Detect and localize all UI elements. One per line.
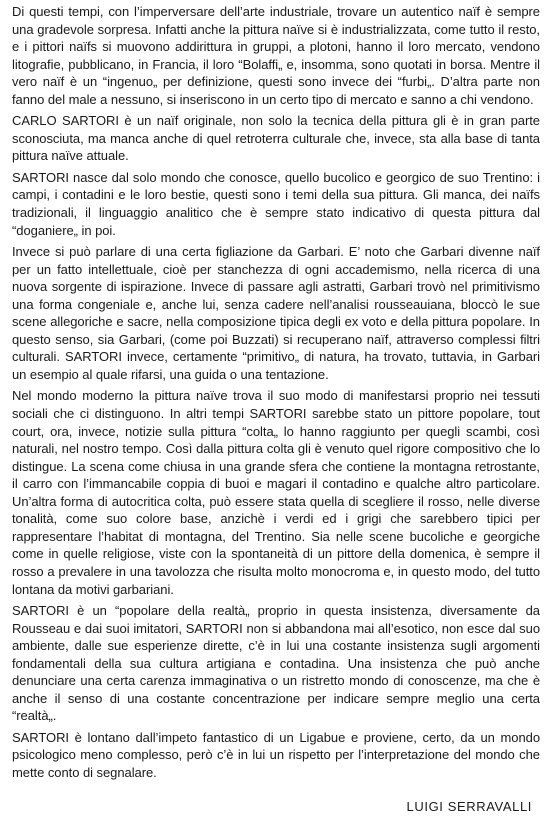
paragraph-modern-world: Nel mondo moderno la pittura naïve trova il suo modo di manifestarsi proprio nei tessuti sociali che ci distinguono. In altri tempi SARTORI sarebbe stato un pittore popolare, tout court, ora, invece, notizie sulla pittura “colta„ lo hanno raggiunto per quegli scambi, così naturali, nel nostro tempo. Così dalla pittura colta gli è venuto quel rigore compositivo che lo distingue. La scena come chiusa in una grande sfera che contiene la montagna retrostante, il carro con l’immancabile coppia di buoi e magari il contadino e qualche altro particolare. Un’altra forma di autocritica colta, può essere stata quella di scegliere il rosso, nelle diverse tonalità, come suo colore base, anzichè i verdi ed i grigi che sarebbero tipici per rappresentare l’habitat di montagna, del Trentino. Sia nelle scene bucoliche e georgiche come in quelle religiose, viste con la spontaneità di un pittore della domenica, è sempre il rosso a prevalere in una tavolozza che risulta molto monocroma e, in questo modo, del tutto lontana da motivi garbariani.: [12, 388, 540, 597]
author-signature: LUIGI SERRAVALLI: [406, 799, 532, 814]
article-body: [12, 3, 540, 786]
paragraph-intro: Di questi tempi, con l’imperversare dell’arte industriale, trovare un autentico naïf è sempre una gradevole sorpresa. Infatti anche la pittura naïve si è industrializzata, come tutto il resto, e i pittori naïfs si muovono addirittura in gruppi, a plotoni, hanno il loro mercato, vendono litografie, pubblicano, in Francia, il loro “Bolaffi„ e, insomma, sono quotati in borsa. Mentre il vero naïf è un “ingenuo„ per definizione, questi sono invece dei “furbi„. D’altra parte non fanno del male a nessuno, si inseriscono in un certo tipo di mercato e sanno a chi vendono.: [12, 4, 540, 107]
paragraph-ligabue: SARTORI è lontano dall’impeto fantastico di un Ligabue e proviene, certo, da un mondo psicologico meno complesso, però c’è in lui un rispetto per l’interpretazione del mondo che mette conto di segnalare.: [12, 729, 540, 780]
paragraph-garbari: Invece si può parlare di una certa figliazione da Garbari. E’ noto che Garbari divenne naïf per un fatto intellettuale, cioè per stanchezza di ogni accademismo, nella ricerca di una nuova sorgente di ispirazione. Invece di passare agli astratti, Garbari trovò nel primitivismo una forma congeniale e, anche lui, senza cadere nell’analisi rousseauiana, bloccò le sue scene allegoriche e sacre, nella composizione tipica degli ex voto e della pittura popolare. In questo senso, sia Garbari, (come poi Buzzati) si recuperano naïf, attraverso complessi filtri culturali. SARTORI invece, certamente “primitivo„ di natura, ha trovato, tuttavia, in Garbari un esempio al quale rifarsi, una guida o una tentazione.: [12, 244, 540, 382]
paragraph-carlo-sartori: CARLO SARTORI è un naïf originale, non solo la tecnica della pittura gli è in gran parte sconosciuta, ma manca anche di quel retroterra culturale che, invece, sta alla base di tanta pittura naïve attuale.: [12, 113, 540, 164]
paragraph-popular-reality: SARTORI è un “popolare della realtà„ proprio in questa insistenza, diversamente da Rousseau e dai suoi imitatori, SARTORI non si abbandona mai all’esotico, non esce dal suo ambiente, dalle sue esperienze dirette, c’è in lui una costante insistenza sugli argomenti fondamentali della sua cultura artigiana e contadina. Una insistenza che può anche denunciare una certa carenza immaginativa o un ristretto mondo di conoscenze, ma che è anche il senso di una costante concentrazione per indicare sempre meglio una certa “realtà„.: [12, 603, 540, 724]
paragraph-trentino: SARTORI nasce dal solo mondo che conosce, quello bucolico e georgico de suo Trentino: i campi, i contadini e le loro bestie, questi sono i temi della sua pittura. Gli manca, dei naïfs tradizionali, il linguaggio analitico che è sempre stato indicativo di questa pittura dal “doganiere„ in poi.: [12, 169, 540, 238]
